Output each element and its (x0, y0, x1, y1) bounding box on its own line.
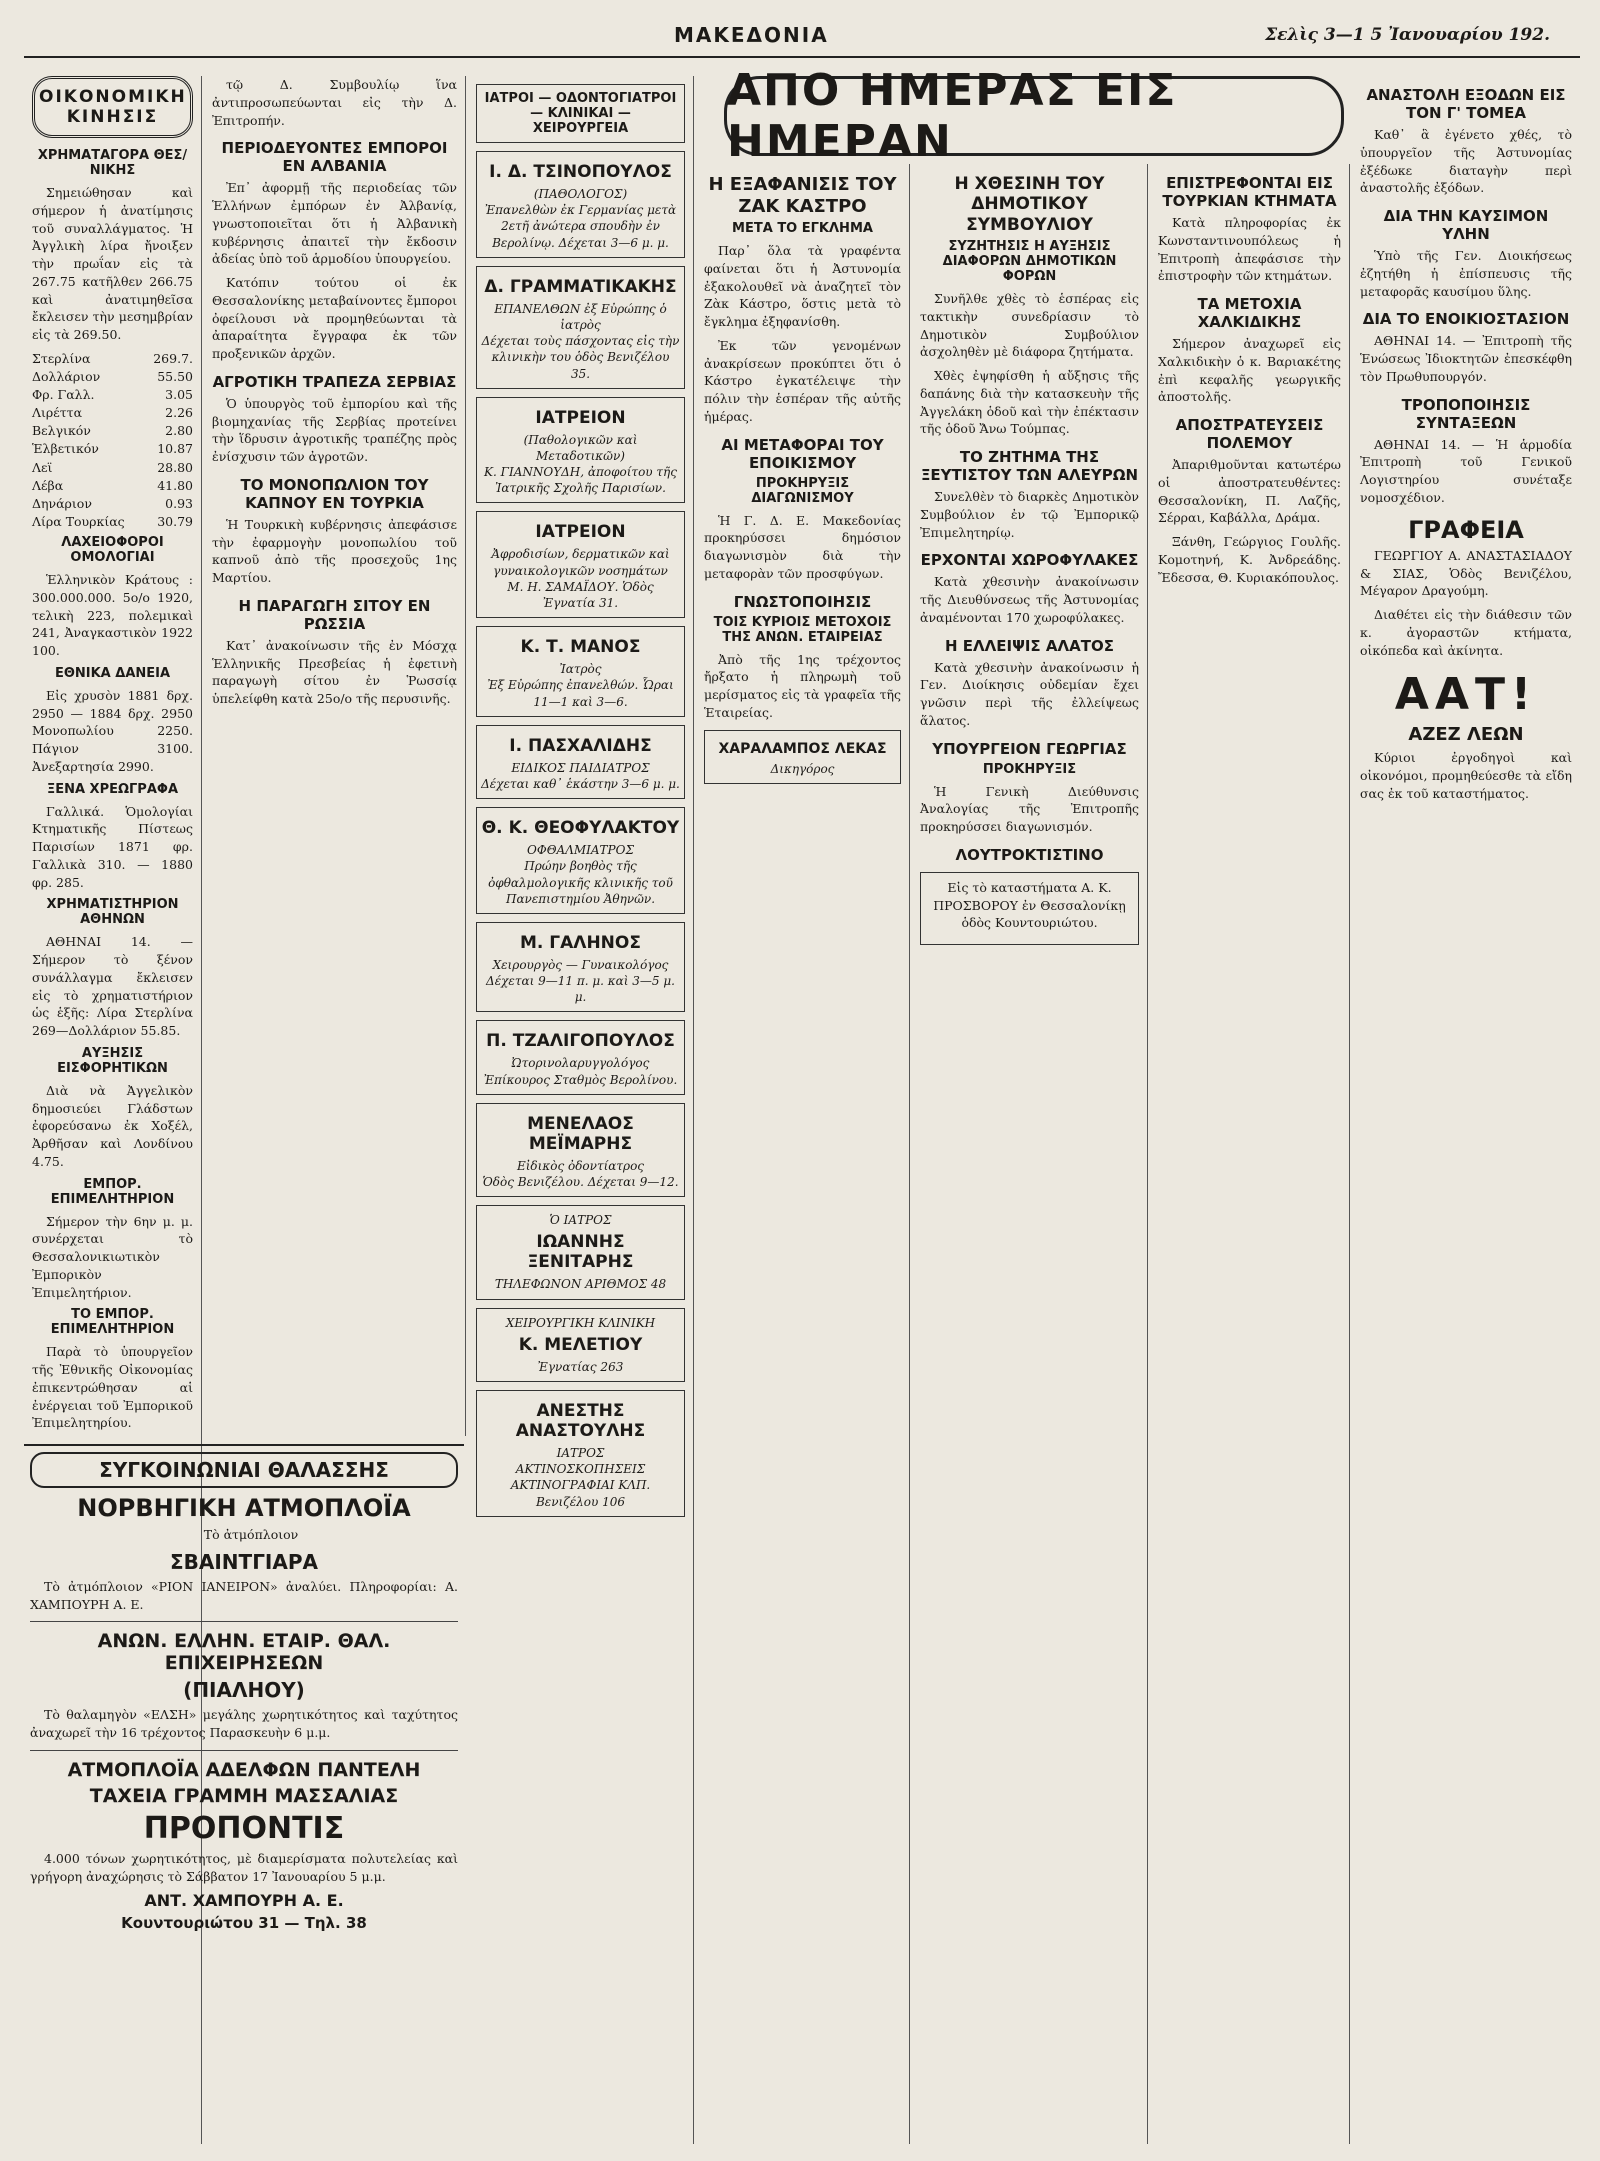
text-travel: Ἐπ᾽ ἀφορμῇ τῆς περιοδείας τῶν Ἑλλήνων ἐμπόρων ἐν Ἀλβανίᾳ, γνωστοποιεῖται ὅτι ἡ Ἀλβανικὴ κυβέρνησις ἀπαιτεῖ τὴν ἔκδοσιν ἀδείας ὑπὸ τοῦ ἁρμοδίου ὑπουργείου. (212, 180, 457, 267)
signature-name: ΧΑΡΑΛΑΜΠΟΣ ΛΕΚΑΣ (718, 740, 887, 757)
text-transport: Ἡ Γ. Δ. Ε. Μακεδονίας προκηρύσσει δημόσιον διαγωνισμὸν διὰ τὴν μεταφορὰν τῶν προσφύγων. (704, 512, 901, 581)
company-name: ΑΝΩΝ. ΕΛΛΗΝ. ΕΤΑΙΡ. ΘΑΛ. ΕΠΙΧΕΙΡΗΣΕΩΝ (97, 1630, 391, 1675)
ad-doctor: ΙΑΤΡΕΙΟΝ Ἀφροδισίων, δερματικῶν καὶ γυναικολογικῶν νοσημάτων Μ. Η. ΣΑΜΑΪΔΟΥ. Ὁδὸς Ἐγνατία 31. (476, 511, 685, 618)
text-exchange: Σημειώθησαν καὶ σήμερον ἡ ἀνατίμησις τοῦ συναλλάγματος. Ἡ Ἀγγλικὴ λίρα ἤνοιξεν τὴν πρωΐαν εἰς τὰ 267.75 κατῆλθεν 266.75 καὶ ἀνατιμηθεῖσα ἔκλεισεν τὴν μεσημβρίαν εἰς τὰ 269.50. (32, 185, 193, 342)
heading-transport: ΑΙ ΜΕΤΑΦΟΡΑΙ ΤΟΥ ΕΠΟΙΚΙΣΜΟΥ (721, 435, 884, 472)
heading-travel: ΠΕΡΙΟΔΕΥΟΝΤΕΣ ΕΜΠΟΡΟΙ ΕΝ ΑΛΒΑΝΙΑ (221, 139, 448, 176)
column-news-1 (696, 164, 910, 2144)
ad-doctor: Π. ΤΖΑΛΙΓΟΠΟΥΛΟΣ Ὠτορινολαρυγγολόγος Ἐπίκουρος Σταθμὸς Βερολίνου. (476, 1020, 685, 1094)
line2-text: 4.000 τόνων χωρητικότητος, μὲ διαμερίσματα πολυτελείας καὶ γρήγορη ἀναχώρησις τὸ Σάββατον 17 Ἰανουαρίου 5 μ.μ. (30, 1850, 458, 1884)
text-bath: Εἰς τὸ καταστήματα Α. Κ. ΠΡΟΣΒΟΡΟΥ ἐν Θεσσαλονίκῃ ὁδὸς Κουντουριώτου. (933, 879, 1126, 931)
text-notice: Ἀπὸ τῆς 1ης τρέχοντος ἤρξατο ἡ πληρωμὴ τοῦ μερίσματος εἰς τὰ γραφεῖα τῆς Ἑταιρείας. (704, 651, 901, 720)
heading-notice: ΓΝΩΣΤΟΠΟΙΗΣΙΣ (733, 592, 872, 611)
sub-council: ΣΥΖΗΤΗΣΙΣ Η ΑΥΞΗΣΙΣ ΔΙΑΦΟΡΩΝ ΔΗΜΟΤΙΚΩΝ ΦΟΡΩΝ (942, 239, 1117, 285)
heading-flour: ΤΟ ΖΗΤΗΜΑ ΤΗΣ ΞΕΥΤΙΣΤΟΥ ΤΩΝ ΑΛΕΥΡΩΝ (920, 448, 1139, 485)
text-council-b: Χθὲς ἐψηφίσθη ἡ αὔξησις τῆς δαπάνης διὰ τὴν κατασκευὴν τῆς Ἀγγελάκη ὁδοῦ καὶ τὴν ἐπέκτασιν τῆς ὁδοῦ Ἄνω Τούμπας. (920, 368, 1139, 437)
ad-doctor: Κ. Τ. ΜΑΝΟΣ Ἰατρὸς Ἐξ Εὐρώπης ἐπανελθών. Ὧραι 11—1 καὶ 3—6. (476, 626, 685, 717)
text-chamber: Σήμερον τὴν 6ην μ. μ. συνέρχεται τὸ Θεσσαλονικιωτικὸν Ἐμπορικὸν Ἐπιμελητήριον. (32, 1213, 193, 1300)
page-date: Σελὶς 3—1 5 Ἰανουαρίου 192. (1265, 25, 1550, 45)
rate-row: Λιρέττα 2.26 (32, 405, 193, 421)
heading-chamber: ΕΜΠΟΡ. ΕΠΙΜΕΛΗΤΗΡΙΟΝ (50, 1176, 175, 1207)
text-monopoly: Ἡ Τουρκικὴ κυβέρνησις ἀπεφάσισε τὴν ἐφαρμογὴν μονοπωλίου τοῦ καπνοῦ ἀπὸ τῆς προσεχοῦς 1ης Μαρτίου. (212, 516, 457, 585)
text-increase: Διὰ νὰ Ἀγγελικὸν δημοσιεύει Γλάδστων ἐφορεύσανω ἐκ Χοξέλ, Ἀρθῆσαν καὶ Λονδίνου 4.75. (32, 1082, 193, 1169)
heading-properties: ΕΠΙΣΤΡΕΦΟΝΤΑΙ ΕΙΣ ΤΟΥΡΚΙΑΝ ΚΤΗΜΑΤΑ (1162, 174, 1337, 210)
text-pensions: ΑΘΗΝΑΙ 14. — Ἡ ἁρμοδία Ἐπιτροπὴ τοῦ Γενικοῦ Λογιστηρίου συνέταξε νομοσχέδιον. (1360, 436, 1572, 505)
column-news-3 (1150, 164, 1350, 2144)
column-doctors (468, 76, 694, 2144)
ad-doctor: Ι. ΠΑΣΧΑΛΙΔΗΣ ΕΙΔΙΚΟΣ ΠΑΙΔΙΑΤΡΟΣ Δέχεται καθ᾽ ἑκάστην 3—6 μ. μ. (476, 725, 685, 799)
ad-doctor: Δ. ΓΡΑΜΜΑΤΙΚΑΚΗΣ ΕΠΑΝΕΛΘΩΝ ἐξ Εὐρώπης ὁ ἰατρὸς Δέχεται τοὺς πάσχοντας εἰς τὴν κλινικὴν του ὁδὸς Βενιζέλου 35. (476, 266, 685, 389)
divider (30, 1750, 458, 1751)
ad-doctor: ΑΝΕΣΤΗΣ ΑΝΑΣΤΟΥΛΗΣ ΙΑΤΡΟΣ ΑΚΤΙΝΟΣΚΟΠΗΣΕΙΣ ΑΚΤΙΝΟΓΡΑΦΙΑΙ ΚΛΠ. Βενιζέλου 106 (476, 1390, 685, 1517)
company-sub: (ΠΙΑΛΗΟΥ) (183, 1678, 305, 1703)
text-offices-b: Διαθέτει εἰς τὴν διάθεσιν τῶν κ. ἀγοραστῶν κτήματα, οἰκόπεδα καὶ ἀκίνητα. (1360, 607, 1572, 658)
ad-doctor: ΧΕΙΡΟΥΡΓΙΚΗ ΚΛΙΝΙΚΗ Κ. ΜΕΛΕΤΙΟΥ Ἐγνατίας 263 (476, 1308, 685, 1382)
text-bank: Ὁ ὑπουργὸς τοῦ ἐμπορίου καὶ τῆς βιομηχανίας τῆς Σερβίας προτείνει τὴν ἵδρυσιν ἀγροτικῆς τραπέζης πρὸς ἐνίσχυσιν τῶν ἀγροτῶν. (212, 395, 457, 464)
ad-doctor: ΙΑΤΡΕΙΟΝ (Παθολογικῶν καὶ Μεταδοτικῶν) Κ. ΓΙΑΝΝΟΥΔΗ, ἀποφοίτου τῆς Ἰατρικῆς Σχολῆς Παρισίων. (476, 397, 685, 504)
heading-athens: ΧΡΗΜΑΤΙΣΤΗΡΙΟΝ ΑΘΗΝΩΝ (46, 897, 179, 928)
heading-monopoly: ΤΟ ΜΟΝΟΠΩΛΙΟΝ ΤΟΥ ΚΑΠΝΟΥ ΕΝ ΤΟΥΡΚΙΑ (240, 475, 429, 512)
text-chalkidiki: Σήμερον ἀναχωρεῖ εἰς Χαλκιδικὴν ὁ κ. Βαριακέτης ἐπὶ κεφαλῆς γεωργικῆς ἀποστολῆς. (1158, 336, 1341, 405)
text-gendarmes: Κατὰ χθεσινὴν ἀνακοίνωσιν τῆς Διευθύνσεως τῆς Ἀστυνομίας ἀναμένονται 170 χωροφύλακες. (920, 574, 1139, 625)
sub-notice: ΤΟΙΣ ΚΥΡΙΟΙΣ ΜΕΤΟΧΟΙΣ ΤΗΣ ΑΝΩΝ. ΕΤΑΙΡΕΙΑΣ (713, 614, 892, 645)
column-news-4 (1352, 76, 1580, 2144)
heading-chamber2: ΤΟ ΕΜΠΟΡ. ΕΠΙΜΕΛΗΤΗΡΙΟΝ (50, 1307, 175, 1338)
ad-doctor: Ι. Δ. ΤΣΙΝΟΠΟΥΛΟΣ (ΠΑΘΟΛΟΓΟΣ) Ἐπανελθὼν ἐκ Γερμανίας μετὰ 2ετῆ ἀνώτερα σπουδὴν ἐν Βερολίνῳ. Δέχεται 3—6 μ. μ. (476, 151, 685, 258)
sub-castro: ΜΕΤΑ ΤΟ ΕΓΚΛΗΜΑ (732, 221, 873, 237)
text-foreign: Γαλλικά. Ὁμολογίαι Κτηματικῆς Πίστεως Παρισίων 1871 φρ. Γαλλικὰ 310. — 1880 φρ. 285. (32, 803, 193, 890)
ship-name2: ΠΡΟΠΟΝΤΙΣ (143, 1810, 345, 1846)
rate-row: Δολλάριον 55.50 (32, 368, 193, 384)
rate-row: Βελγικόν 2.80 (32, 423, 193, 439)
heading-exchange: ΧΡΗΜΑΤΑΓΟΡΑ ΘΕΣ/ΝΙΚΗΣ (37, 148, 188, 178)
shipping-line-name: ΝΟΡΒΗΓΙΚΗ ΑΤΜΟΠΛΟΪΑ (77, 1494, 411, 1522)
heading-agriculture: ΥΠΟΥΡΓΕΙΟΝ ΓΕΩΡΓΙΑΣ (932, 739, 1127, 758)
text-rent: ΑΘΗΝΑΙ 14. — Ἐπιτροπὴ τῆς Ἑνώσεως Ἰδιοκτητῶν ἐπεσκέφθη τὸν Πρωθυπουργόν. (1360, 333, 1572, 384)
heading-chalkidiki: ΤΑ ΜΕΤΟΧΙΑ ΧΑΛΚΙΔΙΚΗΣ (1197, 295, 1302, 331)
heading-rent: ΔΙΑ ΤΟ ΕΝΟΙΚΙΟΣΤΑΣΙΟΝ (1362, 310, 1570, 329)
sub-agriculture: ΠΡΟΚΗΡΥΞΙΣ (982, 761, 1077, 777)
rate-row: Λίρα Τουρκίας 30.79 (32, 513, 193, 529)
ad-doctor: ΜΕΝΕΛΑΟΣ ΜΕΪΜΑΡΗΣ Εἰδικὸς ὀδοντίατρος Ὁδὸς Βενιζέλου. Δέχεται 9—12. (476, 1103, 685, 1197)
masthead (24, 14, 1580, 58)
shipping-ads (24, 1444, 464, 2144)
ship-text1: Τὸ ἀτμόπλοιον (203, 1527, 299, 1542)
rate-row: Λέβα 41.80 (32, 477, 193, 493)
rate-row: Στερλίνα 269.7. (32, 350, 193, 366)
heading-increase: ΑΥΞΗΣΙΣ ΕΙΣΦΟΡΗΤΙΚΩΝ (57, 1045, 168, 1076)
text-properties: Κατὰ πληροφορίας ἐκ Κωνσταντινουπόλεως ἡ Ἐπιτροπὴ ἀπεφάσισε τὴν ἐπιστροφὴν τῶν κτημάτων. (1158, 215, 1341, 284)
agent-name: ΑΝΤ. ΧΑΜΠΟΥΡΗ Α. Ε. (144, 1891, 344, 1911)
heading-foreign: ΞΕΝΑ ΧΡΕΩΓΡΑΦΑ (46, 781, 179, 797)
rate-row: Λεϊ 28.80 (32, 459, 193, 475)
column-news-2 (912, 164, 1148, 2144)
heading-loans: ΕΘΝΙΚΑ ΔΑΝΕΙΑ (54, 665, 171, 681)
text-flour: Συνελθὲν τὸ διαρκὲς Δημοτικὸν Συμβούλιον ἐν τῷ Ἐμπορικῷ Ἐπιμελητηρίῳ. (920, 489, 1139, 540)
heading-discharges: ΑΠΟΣΤΡΑΤΕΥΣΕΙΣ ΠΟΛΕΜΟΥ (1175, 416, 1324, 452)
heading-pensions: ΤΡΟΠΟΠΟΙΗΣΙΣ ΣΥΝΤΑΞΕΩΝ (1401, 395, 1531, 432)
heading-offices: ΓΡΑΦΕΙΑ (1408, 515, 1524, 544)
text-fuel: Ὑπὸ τῆς Γεν. Διοικήσεως ἐζητήθη ἡ ἐπίσπευσις τῆς μεταφορᾶς καυσίμου ὕλης. (1360, 248, 1572, 299)
bath-ad (920, 872, 1139, 945)
text-salt: Κατὰ χθεσινὴν ἀνακοίνωσιν ἡ Γεν. Διοίκησις οὐδεμίαν ἔχει γνῶσιν περὶ τῆς ἐλλείψεως ἅλατος. (920, 659, 1139, 728)
text-travel2: Κατόπιν τούτου οἱ ἐκ Θεσσαλονίκης μεταβαίνοντες ἔμποροι ὀφείλουσι νὰ προμηθεύωνται τὰ ἀπαραίτητα ἔγγραφα ἐκ τῶν προξενικῶν ἀρχῶν. (212, 275, 457, 361)
heading-bank: ΑΓΡΟΤΙΚΗ ΤΡΑΠΕΖΑ ΣΕΡΒΙΑΣ (212, 372, 457, 391)
text-discharges: Ἀπαριθμοῦνται κατωτέρω οἱ ἀποστρατευθέντες: Θεσσαλονίκη, Π. Λαζῆς, Σέρραι, Καβάλλα, Δράμα. (1158, 457, 1341, 526)
aat-name: ΑΖΕΖ ΛΕΩΝ (1408, 724, 1524, 746)
agent-address: Κουντουριώτου 31 — Τηλ. 38 (121, 1914, 367, 1933)
text-wheat: Κατ᾽ ἀνακοίνωσιν τῆς ἐν Μόσχᾳ Ἑλληνικῆς Πρεσβείας ἡ ἐφετινὴ παραγωγὴ σίτου ἐν Ῥωσσίᾳ ὑπελείφθη κατὰ 25ο/ο τῆς περυσινῆς. (212, 637, 457, 706)
signature-role: Δικηγόρος (770, 761, 835, 776)
text-chamber2: Παρὰ τὸ ὑπουργεῖον τῆς Ἐθνικῆς Οἰκονομίας ἐπικεντρώθησαν αἱ ἐνέργειαι τοῦ Ἐμπορικοῦ Ἐπιμελητηρίου. (32, 1344, 193, 1431)
text-suspension: Καθ᾽ ἃ ἐγένετο χθές, τὸ ὑπουργεῖον τῆς Ἀστυνομίας ἐξέδωκε διαταγὴν περὶ ἀναστολῆς ἐξόδων. (1360, 127, 1572, 196)
ship-name1: ΣΒΑΙΝΤΓΙΑΡΑ (169, 1549, 318, 1574)
heading-fuel: ΔΙΑ ΤΗΝ ΚΑΥΣΙΜΟΝ ΥΛΗΝ (1383, 207, 1549, 243)
company-text: Τὸ θαλαμηγὸν «ΕΛΣΗ» μεγάλης χωρητικότητος καὶ ταχύτητος ἀναχωρεῖ τὴν 16 τρέχοντος Παρασκευὴν 6 μ.μ. (30, 1707, 458, 1740)
ad-doctor: Θ. Κ. ΘΕΟΦΥΛΑΚΤΟΥ ΟΦΘΑΛΜΙΑΤΡΟΣ Πρώην βοηθὸς τῆς ὀφθαλμολογικῆς κλινικῆς τοῦ Πανεπιστημίου Ἀθηνῶν. (476, 807, 685, 914)
banner-day-to-day: ΑΠΟ ΗΜΕΡΑΣ ΕΙΣ ΗΜΕΡΑΝ (724, 76, 1344, 156)
text-castro: Παρ᾽ ὅλα τὰ γραφέντα φαίνεται ὅτι ἡ Ἀστυνομία ἐξακολουθεῖ νὰ ἀναζητεῖ τὸν Ζὰκ Κάστρο, ὅστις μετὰ τὸ ἔγκλημα ἐξηφανίσθη. (704, 243, 901, 330)
aat-title: ΑΑΤ! (1394, 669, 1538, 721)
ad-doctor: Ὁ ΙΑΤΡΟΣ ΙΩΑΝΝΗΣ ΞΕΝΙΤΑΡΗΣ ΤΗΛΕΦΩΝΟΝ ΑΡΙΘΜΟΣ 48 (476, 1205, 685, 1299)
text-council: Συνῆλθε χθὲς τὸ ἑσπέρας εἰς τακτικὴν συνεδρίασιν τὸ Δημοτικὸν Συμβούλιον ἀσχοληθὲν μὲ διάφορα ζητήματα. (920, 291, 1139, 360)
rate-row: Φρ. Γαλλ. 3.05 (32, 387, 193, 402)
aat-text: Κύριοι ἐργοδηγοὶ καὶ οἰκονόμοι, προμηθεύεσθε τὰ εἴδη σας ἐκ τοῦ καταστήματος. (1360, 750, 1572, 801)
ad-doctor: Μ. ΓΑΛΗΝΟΣ Χειρουργὸς — Γυναικολόγος Δέχεται 9—11 π. μ. καὶ 3—5 μ. μ. (476, 922, 685, 1013)
column-commerce (204, 76, 466, 1436)
heading-gendarmes: ΕΡΧΟΝΤΑΙ ΧΩΡΟΦΥΛΑΚΕΣ (920, 551, 1139, 570)
heading-castro: Η ΕΞΑΦΑΝΙΣΙΣ ΤΟΥ ΖΑΚ ΚΑΣΤΡΟ (708, 174, 897, 217)
shipping-banner: ΣΥΓΚΟΙΝΩΝΙΑΙ ΘΑΛΑΣΣΗΣ (30, 1452, 458, 1488)
heading-bonds: ΛΑΧΕΙΟΦΟΡΟΙ ΟΜΟΛΟΓΙΑΙ (61, 535, 164, 565)
section-title-economic: ΟΙΚΟΝΟΜΙΚΗ ΚΙΝΗΣΙΣ (32, 76, 193, 138)
text-loans: Εἰς χρυσὸν 1881 δρχ. 2950 — 1884 δρχ. 2950 Μονοπωλίου 2250. Πάγιον 3100. Ἀνεξαρτησία 2990. (32, 687, 193, 774)
heading-salt: Η ΕΛΛΕΙΨΙΣ ΑΛΑΤΟΣ (945, 636, 1114, 655)
heading-bath: ΛΟΥΤΡΟΚΤΙΣΤΙΝΟ (955, 845, 1104, 864)
heading-council: Η ΧΘΕΣΙΝΗ ΤΟΥ ΔΗΜΟΤΙΚΟΥ ΣΥΜΒΟΥΛΙΟΥ (954, 174, 1105, 235)
line2-name: ΑΤΜΟΠΛΟΪΑ ΑΔΕΛΦΩΝ ΠΑΝΤΕΛΗ (67, 1758, 421, 1781)
rate-row: Ἑλβετικόν 10.87 (32, 441, 193, 457)
text-discharges-b: Ξάνθη, Γεώργιος Γουλῆς. Κομοτηνή, Κ. Ἀνδρεάδης. Ἔδεσσα, Θ. Κυριακόπουλος. (1158, 534, 1341, 585)
text-castro-b: Ἐκ τῶν γενομένων ἀνακρίσεων προκύπτει ὅτι ὁ Κάστρο ἐγκατέλειψε τὴν πόλιν τὴν ἑσπέραν τῆς αὐτῆς ἡμέρας. (704, 337, 901, 424)
heading-suspension: ΑΝΑΣΤΟΛΗ ΕΞΟΔΩΝ ΕΙΣ ΤΟΝ Γ' ΤΟΜΕΑ (1366, 86, 1566, 122)
text-offices: ΓΕΩΡΓΙΟΥ Α. ΑΝΑΣΤΑΣΙΑΔΟΥ & ΣΙΑΣ, Ὁδὸς Βενιζέλου, Μέγαρον Δραγούμη. (1360, 547, 1572, 599)
doctors-header: ΙΑΤΡΟΙ — ΟΔΟΝΤΟΓΙΑΤΡΟΙ — ΚΛΙΝΙΚΑΙ — ΧΕΙΡΟΥΡΓΕΙΑ (476, 84, 685, 143)
text-intro: τῷ Δ. Συμβουλίῳ ἵνα ἀντιπροσωπεύωνται εἰς τὴν Δ. Ἐπιτροπήν. (212, 77, 457, 128)
sub-transport: ΠΡΟΚΗΡΥΞΙΣ ΔΙΑΓΩΝΙΣΜΟΥ (751, 475, 854, 506)
signature-box (704, 730, 901, 784)
paper-name: ΜΑΚΕΔΟΝΙΑ (674, 23, 829, 47)
newspaper-page (24, 14, 1580, 2144)
divider (30, 1621, 458, 1622)
ship-text2: Τὸ ἀτμόπλοιον «ΡΙΟΝ ΙΑΝΕΙΡΟΝ» ἀναλύει. Πληροφορίαι: Α. ΧΑΜΠΟΥΡΗ Α. Ε. (30, 1578, 458, 1612)
text-bonds: Ἑλληνικὸν Κράτους : 300.000.000. 5ο/ο 1920, τελικὴ 223, πολεμικαὶ 241, Ἀναγκαστικὸν 1922 100. (32, 572, 193, 658)
text-agriculture: Ἡ Γενικὴ Διεύθυνσις Ἀναλογίας τῆς Ἐπιτροπῆς προκηρύσσει διαγωνισμόν. (920, 783, 1139, 835)
line2-sub: ΤΑΧΕΙΑ ΓΡΑΜΜΗ ΜΑΣΣΑΛΙΑΣ (89, 1784, 399, 1807)
rate-row: Δηνάριον 0.93 (32, 495, 193, 511)
rates-table (32, 350, 193, 531)
text-athens: ΑΘΗΝΑΙ 14. — Σήμερον τὸ ξένον συνάλλαγμα ἔκλεισεν εἰς τὸ χρηματιστήριον ὡς ἑξῆς: Λίρα Στερλίνα 269—Δολλάριον 55.85. (32, 934, 193, 1038)
heading-wheat: Η ΠΑΡΑΓΩΓΗ ΣΙΤΟΥ ΕΝ ΡΩΣΣΙΑ (238, 596, 431, 633)
